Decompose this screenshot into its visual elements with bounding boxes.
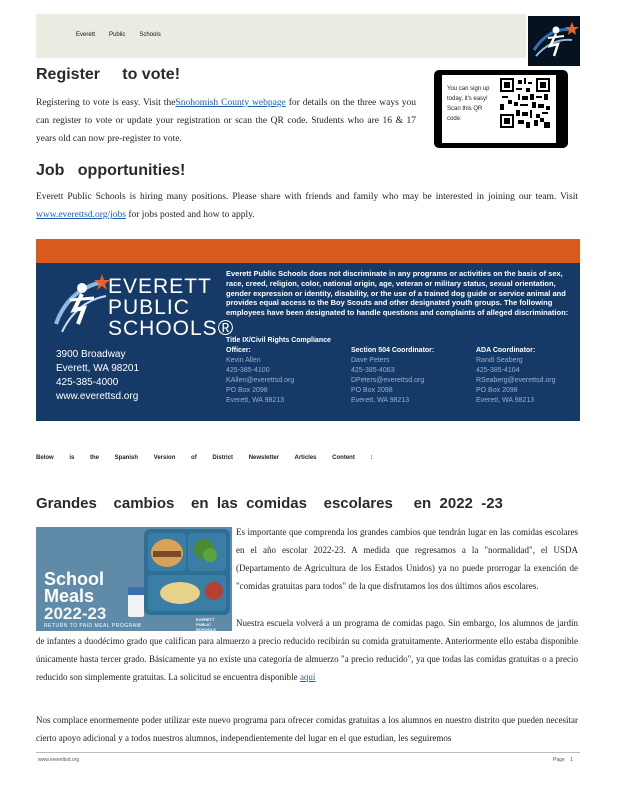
banner-logo-icon	[52, 272, 110, 343]
banner-logo-text	[108, 276, 234, 339]
banner-orange-stripe	[36, 239, 580, 263]
register-title: Register to vote!	[36, 66, 181, 83]
coordinator-title: Title IX/Civil Rights Compliance Officer:	[226, 337, 331, 354]
register-text: Registering to vote is easy. Visit the	[36, 98, 176, 108]
address-street: 3900 Broadway	[56, 349, 126, 360]
coordinator-name: Dave Peters	[351, 357, 390, 364]
logo-line-3: SCHOOLS®	[108, 317, 235, 340]
coordinator-email[interactable]: DPeters@everettsd.org	[351, 377, 425, 384]
coordinator-title: Section 504 Coordinator:	[351, 347, 435, 354]
jobs-text: Everett Public Schools is hiring many positions. Please share with friends and family who may be interested in joining our team. Visit	[36, 192, 578, 202]
meals-paragraph-2-text: Nuestra escuela volverá a un programa de comidas pago. Sin embargo, los alumnos de jardín de infantes a duodécimo grado que califican para almuerzo a precio reducido recibirán su comida gratuitamente. Anteriormente ello estaba disponible únicamente hasta tercer grado. Básicamente ya no existe una categoría de almuerzo "a precio reducido", ya que todas las comidas gratuitas o a precio reducido son simplemente gratuitas. La solicitud se encuentra disponible	[36, 618, 578, 682]
meals-image-title-2: Meals	[44, 586, 95, 606]
footer-divider	[36, 752, 580, 753]
coordinator-title-ix	[226, 336, 336, 406]
jobs-text-2: for jobs posted and how to apply.	[125, 210, 255, 220]
header-link-schools[interactable]: Schools	[139, 32, 161, 38]
address-website[interactable]: www.everettsd.org	[56, 391, 139, 402]
address-phone: 425-385-4000	[56, 377, 119, 388]
logo-line-2: PUBLIC	[108, 296, 190, 319]
meals-image-logo: EVERETT PUBLIC SCHOOLS	[196, 617, 216, 631]
jobs-link[interactable]: www.everettsd.org/jobs	[36, 210, 126, 220]
qr-code[interactable]	[500, 78, 550, 133]
register-paragraph	[36, 94, 416, 148]
nondiscrimination-statement: Everett Public Schools does not discriminate in any programs or activities on the basis of sex, race, creed, religion, color, national origin, age, veteran or military status, sexual orientation, gender expression or identity, disability, or the use of a trained dog guide or service animal and provides equal access to the Boy Scouts and other designated youth groups. The following employees have been designated to handle questions and complaints of alleged discrimination:	[226, 269, 569, 318]
header-links	[76, 32, 175, 38]
coordinator-pobox: PO Box 2098	[351, 387, 393, 394]
banner-address	[56, 348, 139, 404]
jobs-title: Job opportunities!	[36, 162, 186, 179]
footer-page	[553, 757, 573, 763]
coordinator-phone: 425-385-4104	[476, 367, 520, 374]
snohomish-county-link[interactable]: Snohomish County webpage	[175, 98, 286, 108]
application-link[interactable]: aquí	[299, 672, 316, 682]
coordinator-pobox: PO Box 2098	[476, 387, 518, 394]
meals-paragraph-2	[36, 614, 578, 686]
coordinator-phone: 425-385-4100	[226, 367, 270, 374]
address-city: Everett, WA 98201	[56, 363, 140, 374]
logo-line-1: EVERETT	[108, 275, 212, 298]
coordinator-phone: 425-385-4063	[351, 367, 395, 374]
coordinator-ada	[476, 346, 576, 406]
meals-image-title-3: 2022-23	[44, 604, 107, 623]
coordinator-name: Kevin Allen	[226, 357, 261, 364]
coordinator-pobox: PO Box 2098	[226, 387, 268, 394]
meals-title: Grandes cambios en las comidas escolares en 2022 -23	[36, 495, 503, 512]
meals-image-title-1: School	[44, 569, 105, 589]
coordinator-city: Everett, WA 98213	[226, 397, 285, 404]
coordinator-title: ADA Coordinator:	[476, 347, 536, 354]
coordinator-email[interactable]: RSeaberg@everettsd.org	[476, 377, 556, 384]
register-text-2: for details on the three ways you can register to vote or update your registration or scan the QR code. Students who are 16 & 17 years old can now pre-register to vote.	[36, 98, 417, 144]
meals-image-subtitle: RETURN TO PAID MEAL PROGRAM	[44, 623, 142, 629]
spanish-version-note: Below is the Spanish Version of District Newsletter Articles Content :	[36, 455, 373, 461]
header-link-public[interactable]: Public	[109, 32, 126, 38]
meals-paragraph-1: Es importante que comprenda los grandes cambios que tendrán lugar en las comidas escolares en el año escolar 2022-23. A medida que regresamos a la "normalidad", el USDA (Departamento de Agricultura de los Estados Unidos) ya no puede prorrogar la exención de "comidas gratuitas para todos" de la que disfrutamos los dos últimos años escolares.	[236, 527, 578, 591]
jobs-paragraph	[36, 188, 578, 224]
header-link-everett[interactable]: Everett	[76, 32, 96, 38]
qr-caption: You can sign up today, it's easy! Scan this QR code:	[447, 86, 490, 122]
footer-website: www.everettsd.org	[38, 757, 80, 763]
coordinator-email[interactable]: KAllen@everettsd.org	[226, 377, 295, 384]
coordinator-504	[351, 346, 461, 406]
footer-page-number: 1	[570, 757, 574, 763]
meals-paragraph-3: Nos complace enormemente poder utilizar este nuevo programa para ofrecer comidas gratuitas a los alumnos en nuestro distrito que pueden necesitar cierto apoyo adicional y a todos nuestros alumnos, independientemente del lugar en el que estudian, les seguiremos	[36, 715, 578, 743]
coordinator-city: Everett, WA 98213	[476, 397, 535, 404]
footer-page-label: Page	[553, 757, 565, 763]
coordinator-name: Randi Seaberg	[476, 357, 523, 364]
district-logo-mark	[528, 16, 580, 66]
coordinator-city: Everett, WA 98213	[351, 397, 410, 404]
